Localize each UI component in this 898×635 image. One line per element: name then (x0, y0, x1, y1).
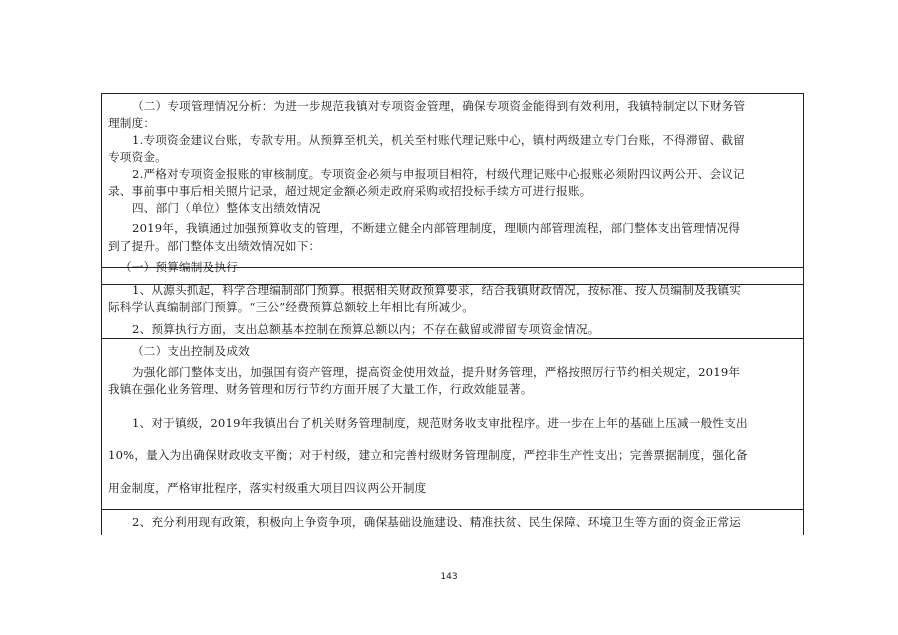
row-divider (101, 509, 803, 510)
text-line: 录、事前事中事后相关照片记录，超过规定金额必须走政府采购或招投标手续方可进行报账。 (108, 184, 592, 198)
text-line: 1、从源头抓起，科学合理编制部门预算。根据相关财政预算要求，结合我镇财政情况，按标准、按人员编制及我镇实 (132, 283, 742, 297)
text-line: 2.严格对专项资金报账的审核制度。专项资金必须与申报项目相符，村级代理记账中心报账必须附四议两公开、会议记 (132, 167, 745, 181)
text-line: 理制度： (108, 116, 156, 130)
row-divider (101, 338, 803, 339)
text-line: 专项资金。 (108, 150, 167, 164)
text-line: 用金制度，严格审批程序，落实村级重大项目四议两公开制度 (108, 481, 427, 495)
text-line: 2、预算执行方面，支出总额基本控制在预算总额以内；不存在截留或滞留专项资金情况。 (132, 322, 600, 336)
text-line: 我镇在强化业务管理、财务管理和厉行节约方面开展了大量工作，行政效能显著。 (108, 382, 533, 396)
text-line: 为强化部门整体支出，加强国有资产管理，提高资金使用效益，提升财务管理，严格按照厉行节约相关规定，2019年 (132, 365, 741, 379)
section-heading: 四、部门（单位）整体支出绩效情况 (132, 201, 321, 215)
text-line: 到了提升。部门整体支出绩效情况如下： (108, 239, 321, 253)
text-line: （二）专项管理情况分析：为进一步规范我镇对专项资金管理，确保专项资金能得到有效利用，我镇特制定以下财务管 (132, 99, 746, 113)
page-number: 143 (440, 572, 458, 582)
text-line: 1.专项资金建议台账，专款专用。从预算至机关，机关至村账代理记账中心，镇村两级建立专门台账，不得滞留、截留 (132, 133, 745, 147)
text-line: 际科学认真编制部门预算。“三公”经费预算总额较上年相比有所减少。 (108, 300, 475, 314)
text-line: 2、充分利用现有政策，积极向上争资争项，确保基础设施建设、精准扶贫、民生保障、环境卫生等方面的资金正常运 (132, 515, 742, 529)
section-heading: （一）预算编制及执行 (120, 260, 238, 274)
text-line: 10%，量入为出确保财政收支平衡；对于村级，建立和完善村级财务管理制度，严控非生产性支出；完善票据制度，强化备 (108, 448, 748, 462)
text-line: 1、对于镇级，2019年我镇出台了机关财务管理制度，规范财务收支审批程序。进一步在上年的基础上压减一般性支出 (132, 416, 748, 430)
text-line: 2019年，我镇通过加强预算收支的管理，不断建立健全内部管理制度，理顺内部管理流程，部门整体支出管理情况得 (132, 221, 741, 235)
section-heading: （二）支出控制及成效 (132, 344, 250, 358)
